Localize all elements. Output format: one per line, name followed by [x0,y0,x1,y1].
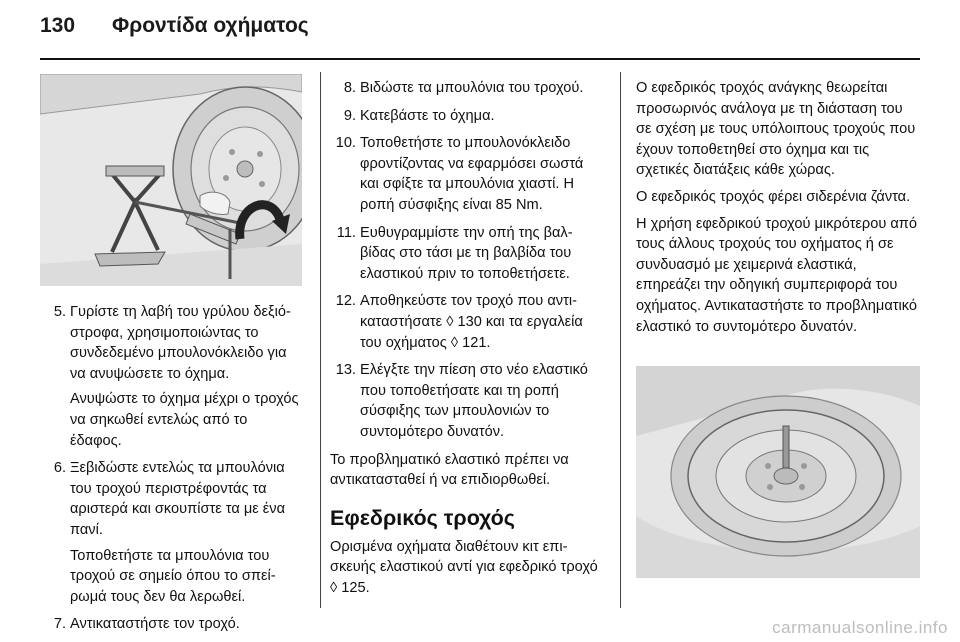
spare-wheel-in-trunk-illustration [636,366,920,578]
step-text: Ελέγξτε την πίεση στο νέο ελαστικό που τοποθετήσατε και τη ροπή σύσφιξης των μπουλονιών το συντομότερο δυνατόν. [360,362,588,440]
section-intro: Ορισμένα οχήματα διαθέτουν κιτ επισκευής ελαστικού αντί για εφεδρικό τροχό ◊ 125. [330,538,598,596]
steps-list-middle [330,78,602,443]
section-heading: Εφεδρικός τροχός [330,505,515,530]
step-text: Αντικαταστήστε τον τροχό. [70,616,240,633]
step-number: 11. [336,224,356,241]
step-number: 10. [335,135,356,152]
step-text: Γυρίστε τη λαβή του γρύλου δεξιόστροφα, χρησιμοποιώντας το συνδεδεμένο μπουλονόκλειδο για να ανυψώσετε το όχημα. [70,304,291,382]
step-text: Κατεβάστε το όχημα. [360,107,495,124]
left-column [40,302,302,642]
step-item [40,302,302,451]
step-number: 8. [343,80,356,96]
step-number: 7. [53,616,66,633]
step-item [40,458,302,607]
step-item [330,133,602,215]
step-text: Αποθηκεύστε τον τροχό που αντικαταστήσατε ◊ 130 και τα εργαλεία του οχήματος ◊ 121. [360,293,583,351]
step-text: Ευθυγραμμίστε την οπή της βαλβίδας στο τάσι με τη βαλβίδα του ελαστικού πριν το τοποθετήσετε. [360,224,573,282]
column-divider [620,72,621,608]
watermark: carmanualsonline.info [772,618,948,637]
steps-list-left [40,302,302,635]
step-item [330,106,602,127]
step-text: Ανυψώστε το όχημα μέχρι ο τροχός να σηκωθεί εντελώς από το έδαφος. [70,391,299,449]
step-number: 13. [335,362,356,379]
page-title: Φροντίδα οχήματος [112,14,309,37]
step-item [330,78,602,99]
step-item [330,223,602,285]
step-item [330,291,602,353]
step-number: 9. [343,107,356,124]
column-divider [320,72,321,608]
repair-note: Το προβληματικό ελαστικό πρέπει να αντικατασταθεί ή να επιδιορθωθεί. [330,451,569,489]
step-number: 12. [335,293,356,310]
step-text: Ξεβιδώστε εντελώς τα μπουλόνια του τροχού περιστρέφοντάς τα αριστερά και σκουπίστε τα με ένα πανί. [70,460,286,538]
step-number: 5. [53,304,66,320]
step-item [330,360,602,442]
page-number: 130 [40,14,76,37]
car-jack-wrench-illustration [40,74,302,286]
step-text: Τοποθετήστε το μπουλονόκλειδο φροντίζοντας να εφαρμόσει σωστά και σφίξτε τα μπουλόνια χιαστί. Η ροπή σύσφιξης είναι 85 Nm. [360,135,584,213]
step-text: Βιδώστε τα μπουλόνια του τροχού. [360,80,584,96]
paragraph: Ο εφεδρικός τροχός ανάγκης θεωρείται προσωρινός ανάλογα με τη διάσταση του σε σχέση με τους υπόλοιπους τροχούς που έχουν τοποθετηθεί στο όχημα και τις σχετικές διατάξεις κάθε χώρας. [636,80,916,179]
step-number: 6. [53,460,66,477]
middle-column [330,78,602,604]
right-column [636,78,920,343]
paragraph: Η χρήση εφεδρικού τροχού μικρότερου από τους άλλους τροχούς του οχήματος ή σε συνδυασμό με χειμερινά ελαστικά, επηρεάζει την οδηγική συμπεριφορά του οχήματος. Αντικαταστήστε το προβληματικό ελαστικό το συντομότερο δυνατόν. [636,215,918,335]
header-rule [40,58,920,60]
paragraph: Ο εφεδρικός τροχός φέρει σιδερένια ζάντα. [636,188,911,205]
step-text: Τοποθετήστε τα μπουλόνια του τροχού σε σημείο όπου το σπείρωμά τους δεν θα λερωθεί. [70,547,276,605]
page-header [40,14,309,38]
step-item [40,614,302,635]
